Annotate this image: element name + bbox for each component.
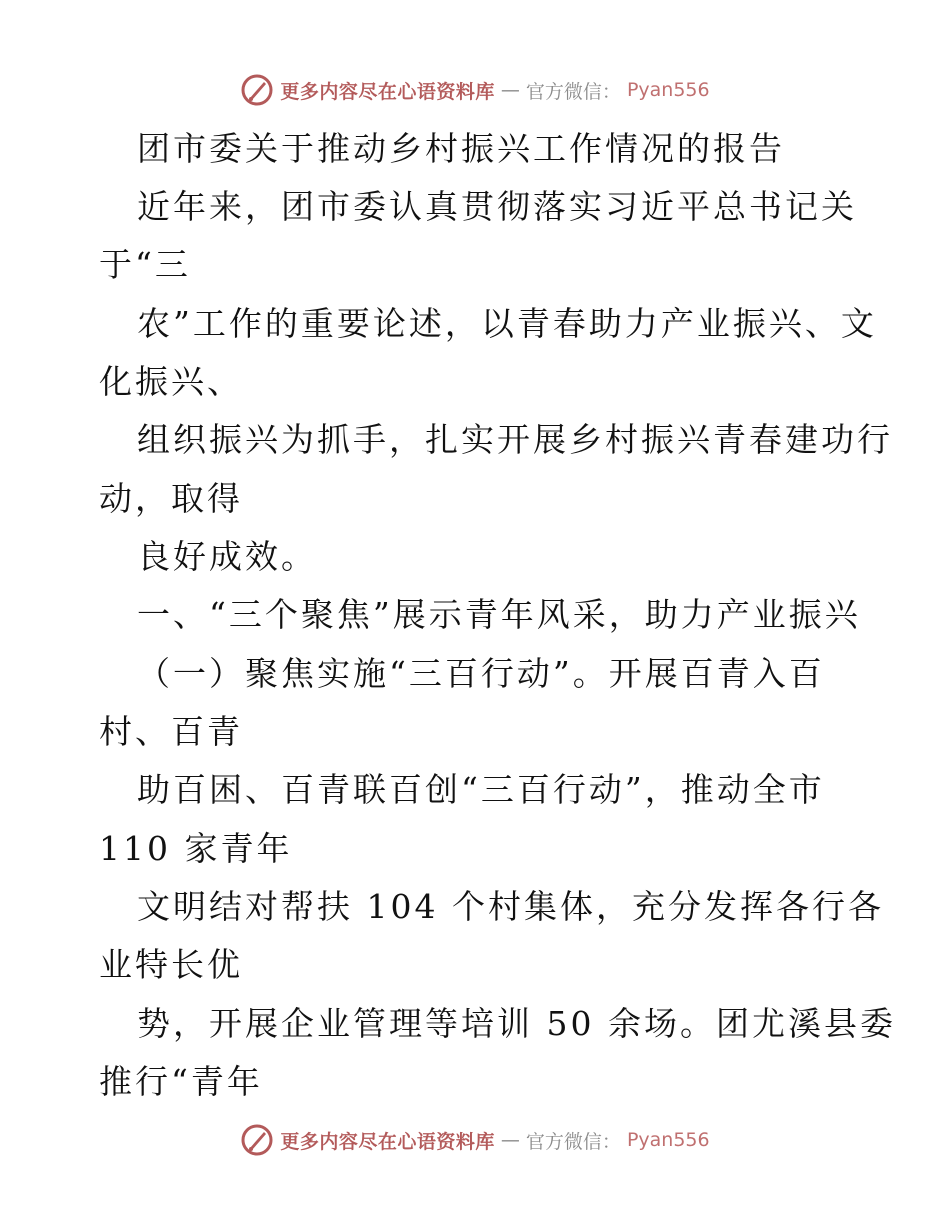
watermark-dash: — xyxy=(500,1129,520,1151)
paragraph-line: 组织振兴为抓手，扎实开展乡村振兴青春建功行 xyxy=(137,420,893,459)
paragraph-line: 文明结对帮扶 104 个村集体，充分发挥各行各 xyxy=(137,887,884,926)
quill-logo-icon xyxy=(240,1123,274,1157)
document-title: 团市委关于推动乡村振兴工作情况的报告 xyxy=(137,129,785,168)
section-heading: 一、“三个聚焦”展示青年风采，助力产业振兴 xyxy=(137,595,861,634)
paragraph-line: 助百困、百青联百创“三百行动”，推动全市 xyxy=(137,770,825,809)
paragraph-line: 动，取得 xyxy=(99,479,243,518)
paragraph-line: 于“三 xyxy=(99,245,191,284)
paragraph-line: 农”工作的重要论述，以青春助力产业振兴、文 xyxy=(137,304,877,343)
paragraph-line: 推行“青年 xyxy=(99,1062,263,1101)
watermark-main-text: 更多内容尽在心语资料库 xyxy=(280,1130,495,1153)
paragraph-line: 良好成效。 xyxy=(137,537,317,576)
paragraph-line: 110 家青年 xyxy=(99,829,293,868)
paragraph-line: 化振兴、 xyxy=(99,362,243,401)
watermark-side-text: 官方微信： xyxy=(525,1130,621,1153)
paragraph-line: 势，开展企业管理等培训 50 余场。团尤溪县委 xyxy=(137,1004,896,1043)
watermark-wechat-id: Pyan556 xyxy=(626,79,710,101)
paragraph-line: 近年来，团市委认真贯彻落实习近平总书记关 xyxy=(137,187,857,226)
subsection-heading: （一）聚焦实施“三百行动”。开展百青入百 xyxy=(137,654,825,693)
watermark-side-text: 官方微信： xyxy=(525,80,621,103)
paragraph-line: 村、百青 xyxy=(99,712,243,751)
watermark-dash: — xyxy=(500,79,520,101)
watermark-main-text: 更多内容尽在心语资料库 xyxy=(280,80,495,103)
watermark-wechat-id: Pyan556 xyxy=(626,1129,710,1151)
paragraph-line: 业特长优 xyxy=(99,945,243,984)
footer-watermark xyxy=(0,1120,950,1160)
